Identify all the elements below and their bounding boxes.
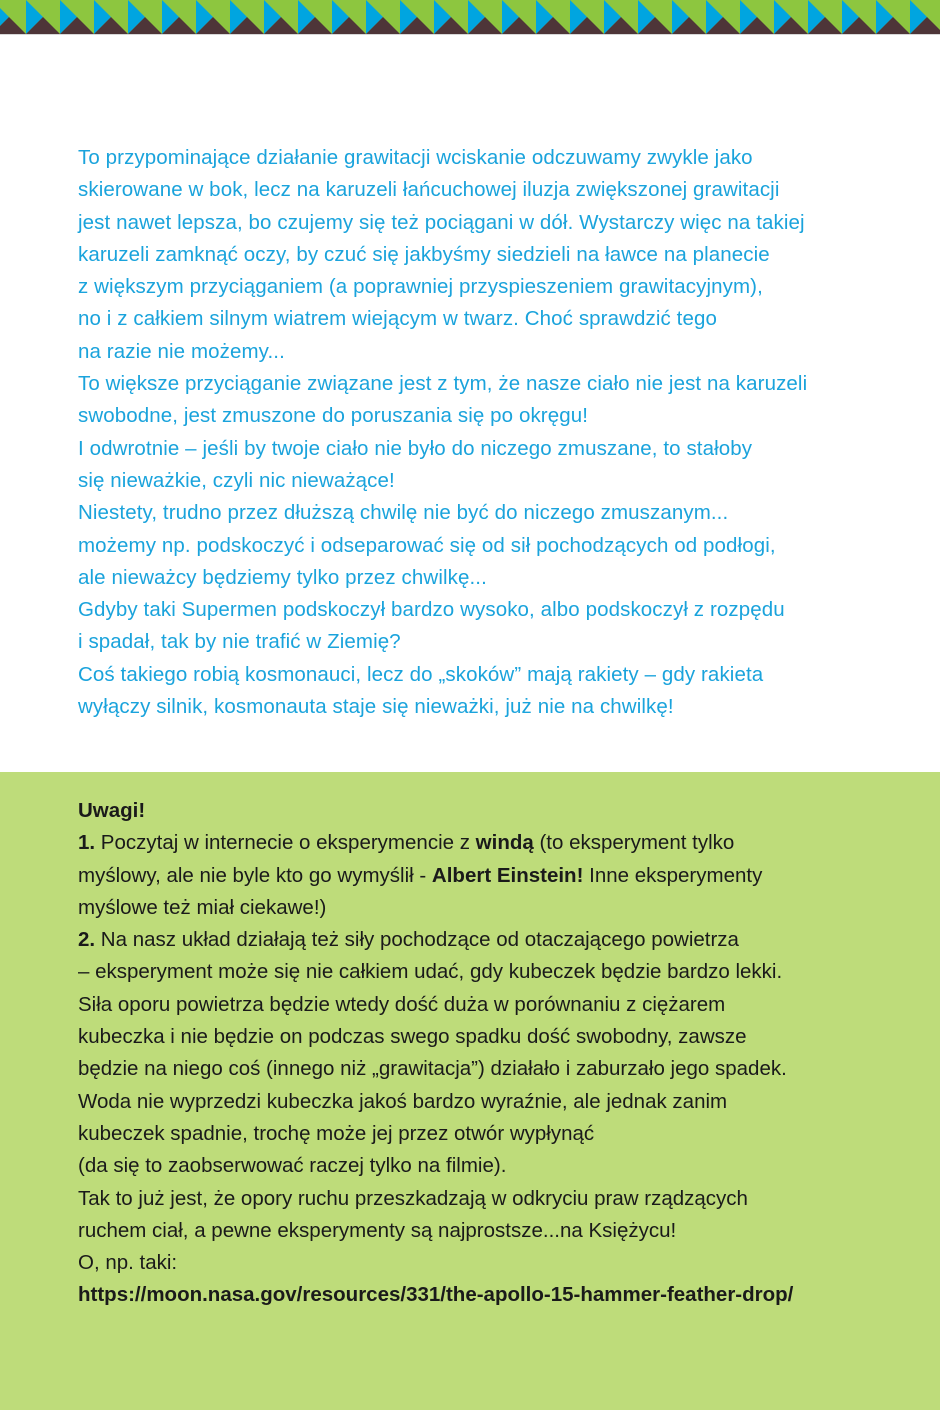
text-line: i spadał, tak by nie trafić w Ziemię? — [78, 630, 401, 654]
note-2-line: – eksperyment może się nie całkiem udać, gdy kubeczek będzie bardzo lekki. — [78, 960, 783, 984]
emphasis: Albert Einstein! — [431, 863, 584, 887]
note-2-line: (da się to zaobserwować raczej tylko na filmie). — [78, 1154, 507, 1178]
text-line: swobodne, jest zmuszone do poruszania się po okręgu! — [78, 404, 589, 428]
note-1-line — [78, 860, 918, 892]
text-fragment: Inne eksperymenty — [583, 863, 763, 887]
text-line: I odwrotnie – jeśli by twoje ciało nie było do niczego zmuszane, to stałoby — [78, 436, 753, 460]
note-2-line: Tak to już jest, że opory ruchu przeszkadzają w odkryciu praw rządzących — [78, 1186, 748, 1210]
note-2-line: Siła oporu powietrza będzie wtedy dość duża w porównaniu z ciężarem — [78, 992, 726, 1016]
text-line: z większym przyciąganiem (a poprawniej przyspieszeniem grawitacyjnym), — [78, 275, 763, 299]
text-line: Coś takiego robią kosmonauci, lecz do „skoków” mają rakiety – gdy rakieta — [78, 662, 764, 686]
text-line: się nieważkie, czyli nic nieważące! — [78, 468, 395, 492]
note-2-line: kubeczek spadnie, trochę może jej przez otwór wypłynąć — [78, 1121, 595, 1145]
text-fragment: Poczytaj w internecie o eksperymencie z — [95, 831, 476, 855]
text-line: skierowane w bok, lecz na karuzeli łańcuchowej iluzja zwiększonej grawitacji — [78, 178, 780, 202]
note-number: 1. — [78, 831, 96, 855]
text-line: ale nieważcy będziemy tylko przez chwilkę... — [78, 565, 487, 589]
border-divider — [0, 34, 940, 35]
decorative-triangle-border — [0, 0, 940, 34]
note-2-line: będzie na niego coś (innego niż „grawitacja”) działało i zaburzało jego spadek. — [78, 1057, 787, 1081]
notes-content — [78, 795, 918, 1312]
notes-heading: Uwagi! — [78, 799, 146, 822]
note-1-line — [78, 827, 918, 859]
text-line: Gdyby taki Supermen podskoczył bardzo wysoko, albo podskoczył z rozpędu — [78, 598, 785, 622]
text-line: To przypominające działanie grawitacji wciskanie odczuwamy zwykle jako — [78, 146, 753, 169]
note-2-line — [78, 924, 918, 956]
note-2-line: ruchem ciał, a pewne eksperymenty są najprostsze...na Księżycu! — [78, 1218, 677, 1242]
text-line: karuzeli zamknąć oczy, by czuć się jakbyśmy siedzieli na ławce na planecie — [78, 242, 770, 266]
text-line: na razie nie możemy... — [78, 339, 285, 363]
note-2-line: Woda nie wyprzedzi kubeczka jakoś bardzo wyraźnie, ale jednak zanim — [78, 1089, 728, 1113]
text-fragment: myślowy, ale nie byle kto go wymyślił - — [78, 863, 432, 887]
text-line: jest nawet lepsza, bo czujemy się też pociągani w dół. Wystarczy więc na takiej — [78, 210, 805, 234]
main-paragraph — [78, 142, 918, 723]
note-2-line: O, np. taki: — [78, 1251, 178, 1275]
text-fragment: (to eksperyment tylko — [533, 831, 735, 855]
text-line: Niestety, trudno przez dłuższą chwilę nie być do niczego zmuszanym... — [78, 501, 729, 525]
note-1-line: myślowe też miał ciekawe!) — [78, 895, 327, 919]
note-2-line: kubeczka i nie będzie on podczas swego spadku dość swobodny, zawsze — [78, 1025, 747, 1049]
nasa-link[interactable]: https://moon.nasa.gov/resources/331/the-apollo-15-hammer-feather-drop/ — [78, 1283, 794, 1307]
note-number: 2. — [78, 928, 96, 952]
text-line: wyłączy silnik, kosmonauta staje się nieważki, już nie na chwilkę! — [78, 695, 674, 719]
text-fragment: Na nasz układ działają też siły pochodzące od otaczającego powietrza — [95, 928, 739, 952]
emphasis: windą — [475, 831, 534, 855]
text-line: To większe przyciąganie związane jest z tym, że nasze ciało nie jest na karuzeli — [78, 372, 808, 396]
text-line: no i z całkiem silnym wiatrem wiejącym w twarz. Choć sprawdzić tego — [78, 307, 717, 331]
text-line: możemy np. podskoczyć i odseparować się od sił pochodzących od podłogi, — [78, 533, 776, 557]
